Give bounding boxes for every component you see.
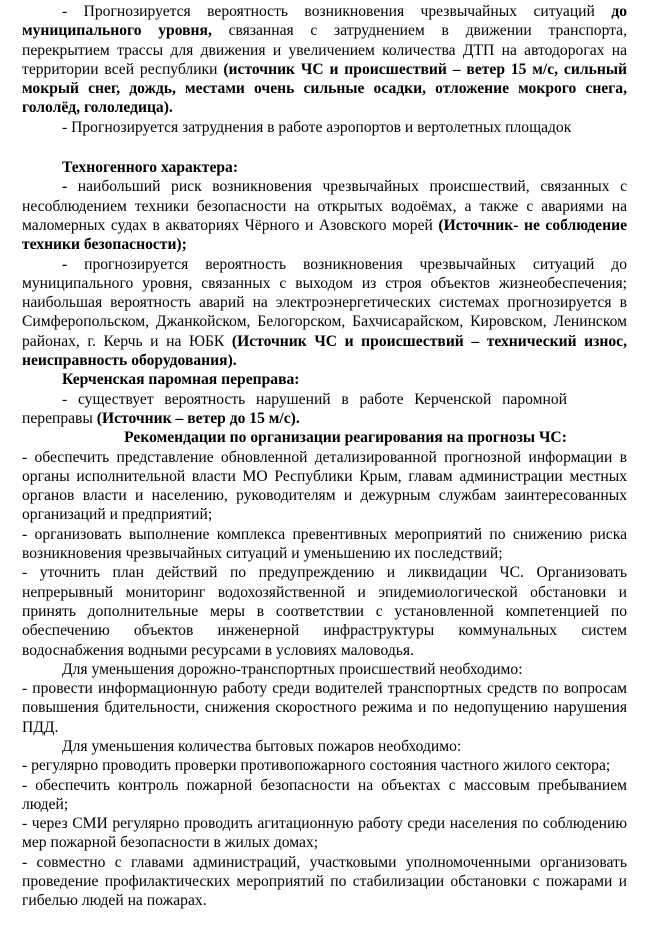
forecast-paragraph-infrastructure [22, 255, 627, 371]
paragraph-text: - существует вероятность нарушений в работе Керченской паромной переправы [22, 390, 567, 427]
heading-recommendations: Рекомендации по организации реагирования на прогнозы ЧС: [124, 429, 567, 447]
spacer [22, 137, 627, 158]
recommendation-item: - организовать выполнение комплекса превентивных мероприятий по снижению риска возникновения чрезвычайных ситуаций и уменьшению их последствий; [22, 525, 627, 563]
heading-technogenic: Техногенного характера: [62, 159, 239, 177]
paragraph-text: прогнозируется вероятность возникновения чрезвычайных ситуаций до муниципального уровня, связанных с выходом из строя объектов жизнеобеспечения; наибольшая вероятность аварий на электроэнергетических системах прогнозируется в Симферопольском, Джанкойском, Белогорском, Бахчисарайском, Кировском, Ленинском районах, г. Керчь и на ЮБК [22, 255, 627, 350]
recommendation-item: - уточнить план действий по предупреждению и ликвидации ЧС. Организовать непрерывный мониторинг водохозяйственной и эпидемиологической обстановки и принять дополнительные меры в соответствии с установленной компетенцией по обеспечению объектов инженерной инфраструктуры коммунальных систем водоснабжения водными ресурсами в условиях маловодья. [22, 564, 627, 659]
recommendation-item: - провести информационную работу среди водителей транспортных средств по вопросам повышения бдительности, снижения скоростного режима и по недопущению нарушения ПДД. [22, 680, 627, 736]
paragraph-bold-text: до муниципального уровня, [22, 3, 627, 40]
recommendation-item: - совместно с главами администраций, участковыми уполномоченными организовать проведение профилактических мероприятий по стабилизации обстановки с пожарами и гибелью людей на пожарах. [22, 853, 627, 910]
recommendation-item: - обеспечить контроль пожарной безопасности на объектах с массовым пребыванием людей; [22, 776, 627, 813]
heading-road-accidents: Для уменьшения дорожно-транспортных происшествий необходимо: [62, 660, 523, 678]
paragraph-bold-text: (Источник- не соблюдение техники безопасности); [22, 216, 627, 254]
forecast-paragraph-ferry [22, 390, 627, 429]
heading-ferry: Керченская паромная переправа: [62, 371, 300, 389]
paragraph-text: связанная с затруднением в движении транспорта, перекрытием трассы для движения и увеличением количества ДТП на автодорогах на территории всей республики [22, 22, 627, 78]
paragraph-text: - Прогнозируется вероятность возникновения чрезвычайных ситуаций [62, 3, 612, 20]
paragraph-bold-text: (Источник – ветер до 15 м/с). [96, 409, 300, 427]
paragraph-bold-text: (Источник ЧС и происшествий – технический износ, неисправность оборудования). [22, 332, 627, 370]
paragraph-text: наибольший риск возникновения чрезвычайных происшествий, связанных с несоблюдением техники безопасности на открытых водоёмах, а также с авариями на маломерных судах в акваториях Чёрного и Азовского морей [22, 178, 627, 234]
dash-marker: - [62, 255, 68, 273]
paragraph-bold-text: (источник ЧС и происшествий – ветер 15 м/с, сильный мокрый снег, дождь, местами очень сильные осадки, отложение мокрого снега, гололёд, гололедица). [22, 60, 627, 117]
recommendation-item: - регулярно проводить проверки противопожарного состояния частного жилого сектора; [22, 757, 611, 775]
recommendation-item: - обеспечить представление обновленной детализированной прогнозной информации в органы исполнительной власти МО Республики Крым, главам администрации местных органов власти и населению, руководителям и дежурным службам заинтересованных организаций и предприятий; [22, 448, 627, 524]
heading-fires: Для уменьшения количества бытовых пожаров необходимо: [62, 737, 462, 755]
forecast-paragraph-water [22, 177, 627, 254]
dash-marker: - [62, 178, 68, 196]
forecast-paragraph-airports: - Прогнозируется затруднения в работе аэропортов и вертолетных площадок [62, 118, 572, 136]
recommendation-item: - через СМИ регулярно проводить агитационную работу среди населения по соблюдению мер пожарной безопасности в жилых домах; [22, 815, 627, 852]
forecast-paragraph-weather [22, 2, 627, 118]
